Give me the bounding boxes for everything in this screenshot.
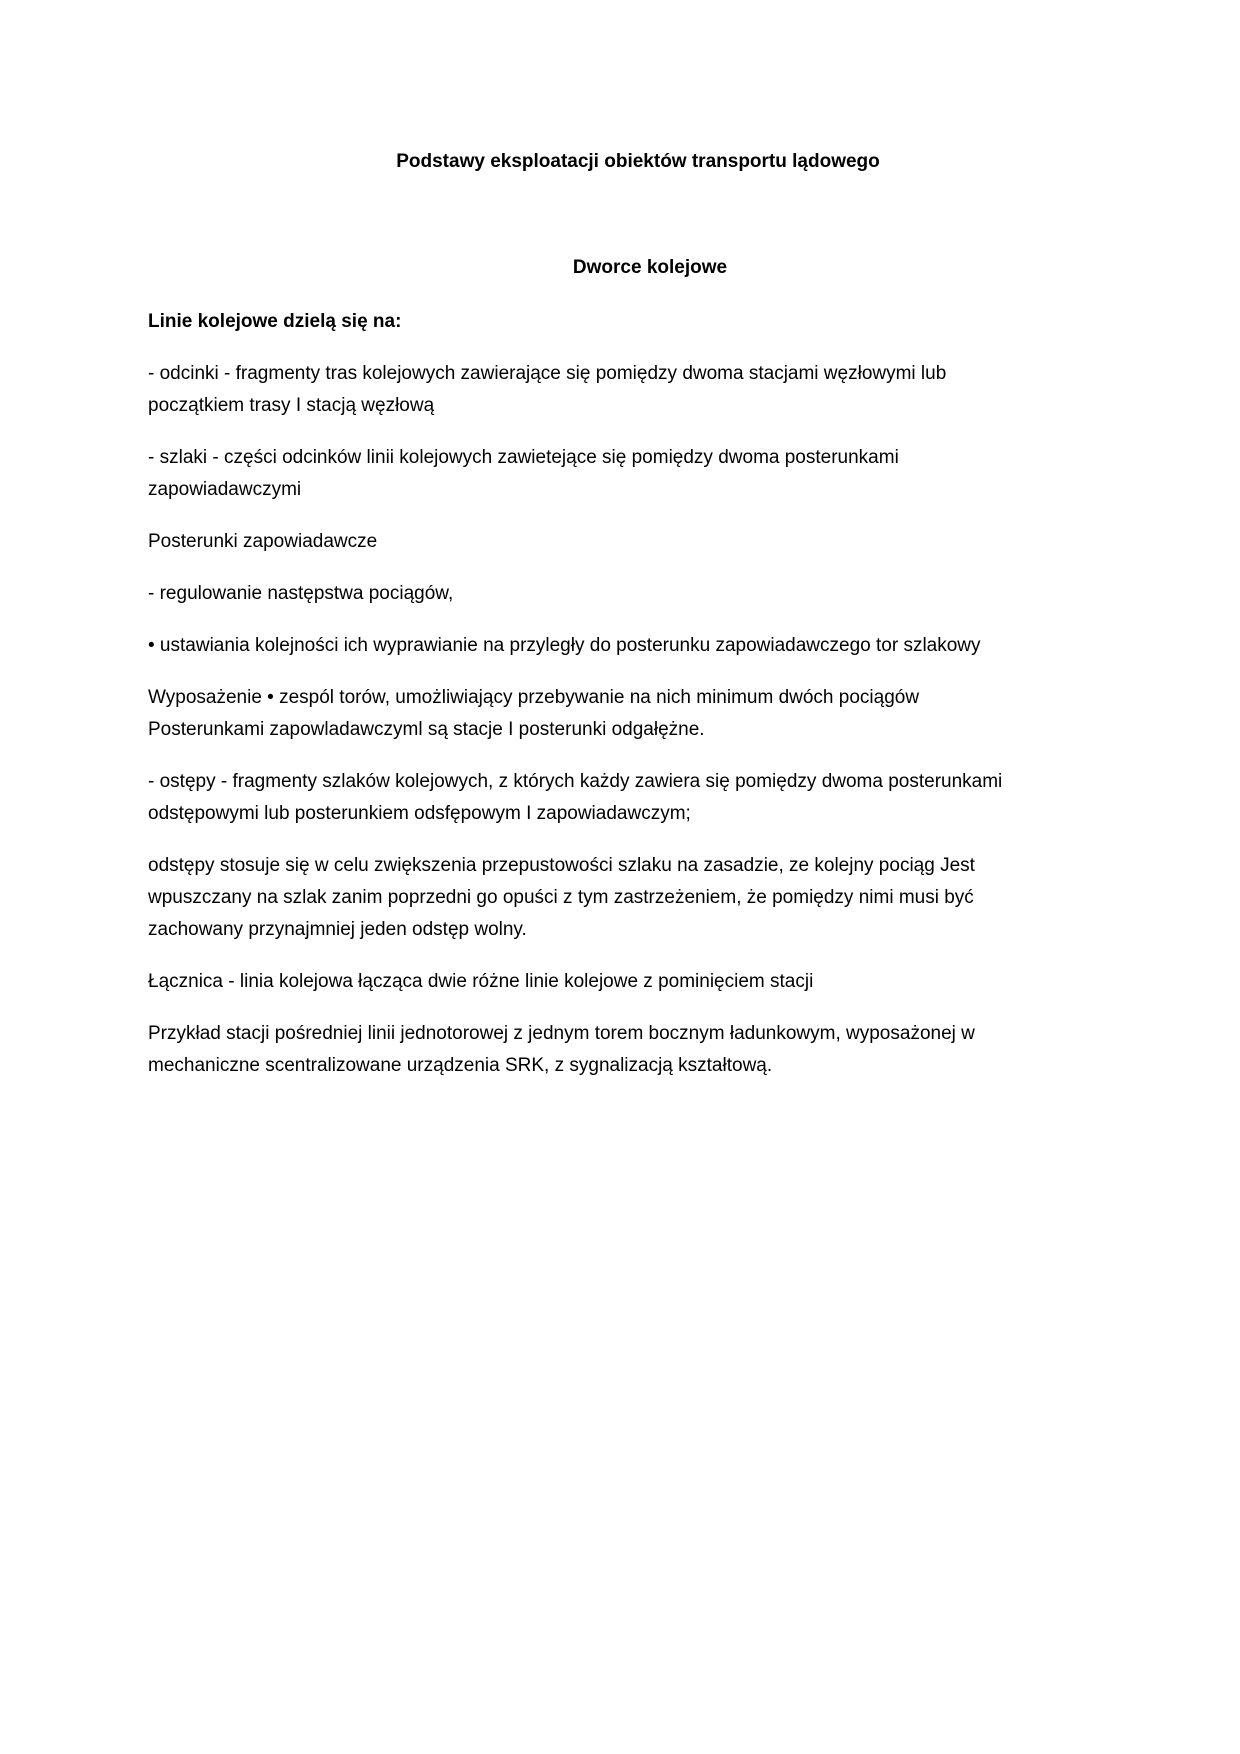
paragraph-regulowanie: - regulowanie następstwa pociągów,	[148, 583, 454, 604]
paragraph-odstepy: odstępy stosuje się w celu zwiększenia przepustowości szlaku na zasadzie, ze kolejny pociąg Jest wpuszczany na szlak zanim poprzedni go opuści z tym zastrzeżeniem, że pomiędzy nimi musi być zachowany przynajmniej jeden odstęp wolny.	[148, 855, 975, 940]
document-subtitle: Dworce kolejowe	[572, 257, 728, 278]
section-heading: Linie kolejowe dzielą się na:	[148, 311, 402, 332]
document-content	[148, 148, 1108, 1082]
paragraph-ustawiania: • ustawiania kolejności ich wyprawianie na przyległy do posterunku zapowiadawczego tor szlakowy	[148, 635, 981, 656]
paragraph-odcinki: - odcinki - fragmenty tras kolejowych zawierające się pomiędzy dwoma stacjami węzłowymi lub początkiem trasy I stacją węzłową	[148, 363, 947, 416]
paragraph-przyklad: Przykład stacji pośredniej linii jednotorowej z jednym torem bocznym ładunkowym, wyposażonej w mechaniczne scentralizowane urządzenia SRK, z sygnalizacją kształtową.	[148, 1023, 975, 1076]
document-title: Podstawy eksploatacji obiektów transportu lądowego	[396, 151, 880, 172]
paragraph-posterunki: Posterunki zapowiadawcze	[148, 531, 378, 552]
paragraph-wyposazenie: Wyposażenie • zespól torów, umożliwiający przebywanie na nich minimum dwóch pociągów Posterunkami zapowladawczyml są stacje I posterunki odgałężne.	[148, 687, 920, 740]
paragraph-ostepy: - ostępy - fragmenty szlaków kolejowych, z których każdy zawiera się pomiędzy dwoma posterunkami odstępowymi lub posterunkiem odsfępowym I zapowiadawczym;	[148, 771, 1003, 824]
paragraph-lacznica: Łącznica - linia kolejowa łącząca dwie różne linie kolejowe z pominięciem stacji	[148, 971, 814, 992]
paragraph-szlaki: - szlaki - części odcinków linii kolejowych zawietejące się pomiędzy dwoma posterunkami zapowiadawczymi	[148, 447, 899, 500]
